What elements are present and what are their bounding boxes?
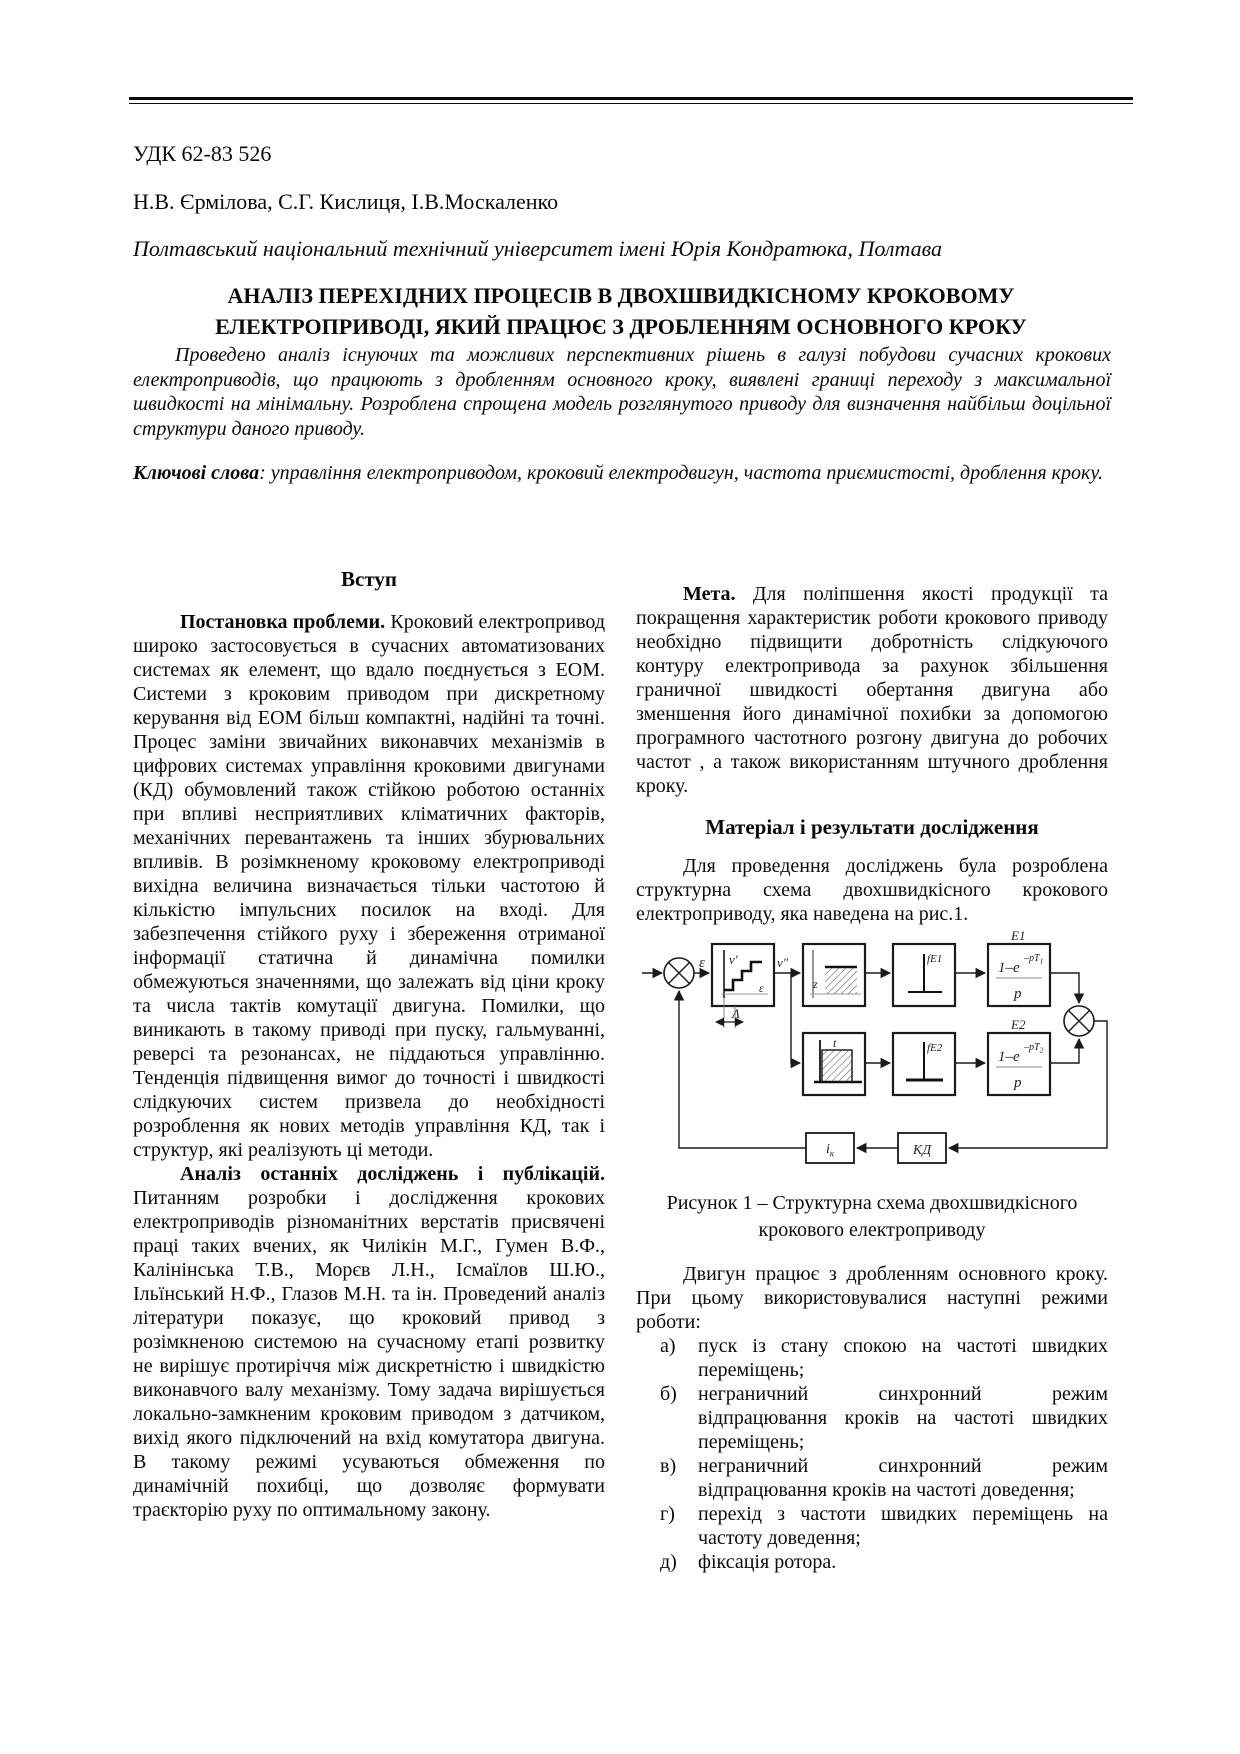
block-quantizer	[712, 944, 774, 1028]
block-pulse-t	[803, 1033, 865, 1095]
paragraph-motor-modes: Двигун працює з дробленням основного кроку. При цьому використовувалися наступні режими роботи:	[636, 1263, 1108, 1333]
section-heading-intro: Вступ	[341, 567, 397, 591]
list-item	[636, 1382, 1108, 1454]
list-marker: в)	[660, 1455, 677, 1477]
keywords-paragraph	[133, 461, 1111, 486]
epsilon-axis-label: ε	[759, 981, 764, 995]
t-label: t	[833, 1036, 837, 1050]
abstract-paragraph: Проведено аналіз існуючих та можливих перспективних рішень в галузі побудови сучасних крокових електроприводів, що працюють з дробленням основного кроку, виявлені границі переходу з максимальної швидкості на мінімальну. Розроблена спрощена модель розглянутого приводу для визначення найбільш доцільної структури даного приводу.	[133, 344, 1111, 440]
sum-junction-right	[1064, 1006, 1094, 1036]
list-text: неграничний синхронний режим відпрацювання кроків на частоті доведення;	[698, 1455, 1108, 1501]
paragraph-text-analysis: Питанням розробки і дослідження крокових електроприводів різноманітних верстатів присвячені праці таких вчених, як Чилікін М.Г., Гумен В.Ф., Калінінська Т.В., Морєв Л.Н., Ісмаїлов Ш.Ю., Ільїнський Н.Ф., Глазов М.Н. та ін. Проведений аналіз літератури показує, що кроковий привод з розімкненою системою на сучасному етапі розвитку не вирішує протиріччя між дискретністю і швидкістю виконавчого валу механізму. Тому задача вирішується локально-замкненим кроковим приводом з датчиком, вихід якого підключений на вхід комутатора двигуна. В такому режимі усуваються обмеження по динамічній похибці, що дозволяє формувати траєкторію руху по оптимальному закону.	[133, 1187, 605, 1521]
figure-caption: Рисунок 1 – Структурна схема двохшвидкісного крокового електроприводу	[666, 1192, 1078, 1241]
block-fe2	[893, 1033, 955, 1095]
fe1-label: fЕ1	[927, 953, 943, 965]
figure-1	[636, 930, 1108, 1244]
list-text: перехід з частоти швидких переміщень на частоту доведення;	[698, 1503, 1108, 1549]
v-prime-label: v′	[729, 952, 738, 967]
kd-label: КД	[912, 1143, 932, 1158]
right-column	[636, 566, 1108, 1574]
lambda-label: Λ	[732, 1006, 740, 1021]
section-heading-material: Матеріал і результати дослідження	[705, 815, 1039, 839]
left-column	[133, 566, 605, 1522]
list-item	[636, 1502, 1108, 1550]
ik-label: $i_к$	[826, 1142, 835, 1159]
paper-title-line2: ЕЛЕКТРОПРИВОДІ, ЯКИЙ ПРАЦЮЄ З ДРОБЛЕННЯМ ОСНОВНОГО КРОКУ	[215, 314, 1027, 339]
list-item	[636, 1454, 1108, 1502]
affiliation-line: Полтавський національний технічний університет імені Юрія Кондратюка, Полтава	[133, 236, 942, 261]
authors-line: Н.В. Єрмілова, С.Г. Кислиця, І.В.Москаленко	[133, 189, 559, 214]
list-marker: г)	[660, 1503, 675, 1525]
paragraph-text-meta: Для поліпшення якості продукції та покращення характеристик роботи крокового приводу необхідно підвищити добротність слідкуючого контуру електропривода за рахунок збільшення граничної швидкості обертання двигуна або зменшення його динамічної похибки за допомогою програмного частотного розгону двигуна до робочих частот , а також використанням штучного дроблення кроку.	[636, 583, 1108, 797]
keywords-label: Ключові слова	[133, 462, 260, 484]
list-text: пуск із стану спокою на частоті швидких переміщень;	[698, 1335, 1108, 1381]
list-text: фіксація ротора.	[698, 1551, 837, 1573]
block-pulse-z	[803, 944, 865, 1006]
tf2-denominator: p	[1014, 1075, 1022, 1091]
list-marker: б)	[660, 1383, 677, 1405]
block-e1-transfer	[988, 930, 1050, 1006]
tf1-denominator: p	[1014, 986, 1022, 1002]
sum-junction-left	[664, 958, 694, 988]
block-diagram	[636, 930, 1110, 1178]
paper-title	[131, 280, 1111, 342]
tf1-numerator: 1–e	[998, 960, 1020, 976]
block-e2-transfer	[988, 1017, 1050, 1095]
epsilon-label: ε	[699, 955, 705, 971]
paper-title-line1: АНАЛІЗ ПЕРЕХІДНИХ ПРОЦЕСІВ В ДВОХШВИДКІСНОМУ КРОКОВОМУ	[227, 283, 1015, 308]
v-double-prime-label: v″	[777, 955, 789, 970]
paragraph-meta	[636, 582, 1108, 798]
e1-label: Е1	[1011, 930, 1026, 943]
list-item	[636, 1334, 1108, 1382]
keywords-text: : управління електроприводом, кроковий електродвигун, частота приємистості, дроблення кроку.	[259, 462, 1103, 484]
list-marker: д)	[660, 1551, 677, 1573]
fe2-label: fЕ2	[927, 1042, 943, 1054]
header-rule	[129, 97, 1133, 104]
udc-code: УДК 62-83 526	[133, 141, 272, 166]
tf1-exponent: $-pT_1$	[1024, 953, 1044, 966]
paragraph-lead-problem: Постановка проблеми.	[180, 611, 386, 633]
paragraph-text-problem: Кроковий електропривод широко застосовується в сучасних автоматизованих системах як елемент, що вдало поєднується з ЕОМ. Системи з кроковим приводом при дискретному керування від ЕОМ більш компактні, надійні та точні. Процес заміни звичайних виконавчих механізмів в цифрових системах управління кроковими двигунами (КД) обумовлений також стійкою роботою останніх при впливі несприятливих кліматичних факторів, механічних перевантажень та інших збурювальних впливів. В розімкненому кроковому електроприводі вихідна величина визначається тільки частотою й кількістю імпульсних посилок на вході. Для забезпечення стійкого руху і збереження отриманої інформації статична й динамічна помилки обмежуються значеннями, що залежать від ціни кроку та числа тактів комутації двигуна. Помилки, що виникають в такому приводі при пуску, гальмуванні, реверсі та резонансах, не піддаються управлінню. Тенденція підвищення вимог до точності і швидкості слідкуючих систем призвела до необхідності розроблення як нових методів управління КД, так і структур, які реалізують ці методи.	[133, 611, 605, 1161]
e2-label: Е2	[1011, 1017, 1026, 1032]
list-item	[636, 1550, 1108, 1574]
tf2-exponent: $-pT_2$	[1024, 1042, 1044, 1055]
modes-list	[636, 1334, 1108, 1574]
z-label: z	[813, 977, 818, 991]
block-kd	[898, 1133, 946, 1163]
list-marker: а)	[660, 1335, 676, 1357]
paragraph-scheme-intro: Для проведення досліджень була розроблена структурна схема двохшвидкісного крокового електроприводу, яка наведена на рис.1.	[636, 855, 1108, 925]
paragraph-analysis	[133, 1162, 605, 1522]
paragraph-problem-statement	[133, 610, 605, 1162]
paragraph-lead-analysis: Аналіз останніх досліджень і публікацій.	[180, 1163, 605, 1185]
paragraph-lead-meta: Мета.	[683, 583, 736, 605]
tf2-numerator: 1–e	[998, 1049, 1020, 1065]
block-ik	[806, 1133, 854, 1163]
list-text: неграничний синхронний режим відпрацювання кроків на частоті швидких переміщень;	[698, 1383, 1108, 1453]
block-fe1	[893, 944, 955, 1006]
